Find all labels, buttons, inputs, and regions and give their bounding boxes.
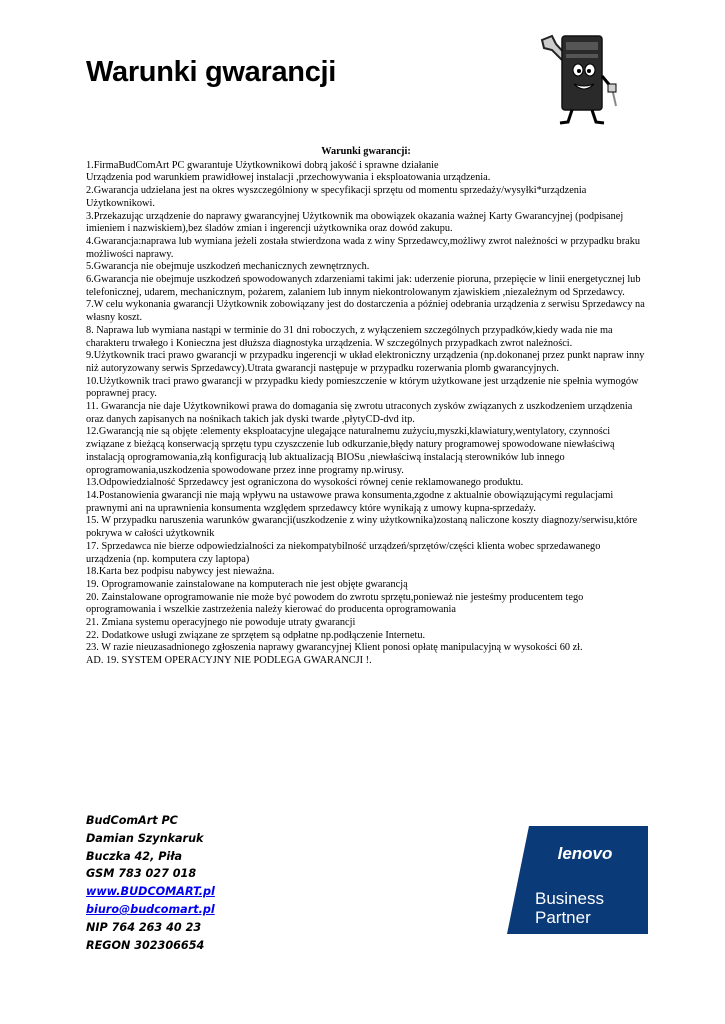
warranty-clause: 20. Zainstalowane oprogramowanie nie może być powodem do zwrotu sprzętu,ponieważ nie jesteśmy producentem tego oprogramowania i wszelkie zastrzeżenia należy kierować do producenta oprogramowania [86,591,584,616]
warranty-clause: 18.Karta bez podpisu nabywcy jest nieważna. [86,566,275,578]
warranty-clause: 3.Przekazując urządzenie do naprawy gwarancyjnej Użytkownik ma obowiązek okazania ważnej Karty Gwarancyjnej (podpisanej imieniem i nazwiskiem),bez śladów zmian i ingerencji użytkownika oraz dowód zakupu. [86,210,624,235]
warranty-clause: 5.Gwarancja nie obejmuje uszkodzeń mechanicznych zewnętrznych. [86,261,370,273]
pc-tower-mascot-icon [532,26,620,126]
warranty-clause: 15. W przypadku naruszenia warunków gwarancji(uszkodzenie z winy użytkownika)zostaną naliczone koszty diagnozy/serwisu,które pokrywa w całości użytkownik [86,515,638,540]
regon-number: REGON 302306654 [86,938,205,952]
email-link[interactable]: biuro@budcomart.pl [86,902,215,916]
contact-person: Damian Szynkaruk [86,831,204,845]
warranty-terms [86,146,646,668]
badge-brand: lenovo [557,844,613,863]
contact-block [86,812,215,954]
warranty-clause: 12.Gwarancją nie są objęte :elementy eksploatacyjne ulegające naturalnemu zużyciu,myszki,klawiatury,wentylatory, czynności związane z bieżącą konserwacją sprzętu typu czyszczenie lub odkurzanie,błędy natury programowej spowodowane niewłaściwą instalacją oprogramowania,złą konfiguracją lub aktualizacją BIOSu ,niewłaściwą instalacją sterowników lub innego oprogramowania,uszkodzenia spowodowane przez inne programy np.wirusy. [86,426,615,476]
company-name: BudComArt PC [86,814,178,827]
address: Buczka 42, Piła [86,849,183,863]
warranty-clause: 8. Naprawa lub wymiana nastąpi w terminie do 31 dni roboczych, z wyłączeniem szczególnych przypadków,kiedy wada nie ma charakteru trwałego i Konieczna jest dłuższa diagnostyka urządzenia. W szczególnych przypadkach zwrot należności. [86,324,613,349]
warranty-clause: 7.W celu wykonania gwarancji Użytkownik zobowiązany jest do dostarczenia a później odebrania urządzenia z serwisu Sprzedawcy na własny koszt. [86,299,645,324]
warranty-clause: Urządzenia pod warunkiem prawidłowej instalacji ,przechowywania i eksploatowania urządzenia. [86,172,491,184]
page-title: Warunki gwarancji [86,56,337,88]
warranty-clause: 10.Użytkownik traci prawo gwarancji w przypadku kiedy pomieszczenie w którym użytkowane jest urządzenie nie spełnia wymogów poprawnej pracy. [86,375,639,400]
lenovo-business-partner-logo [507,826,648,934]
badge-line-business: Business [535,889,604,908]
warranty-clause: 6.Gwarancja nie obejmuje uszkodzeń spowodowanych zdarzeniami takimi jak: uderzenie pioruna, przepięcie w linii energetycznej lub telefonicznej, udarem, mechanicznym, pożarem, zalaniem lub innym niekontrolowanym zjawiskiem ,niezależnym od Sprzedawcy. [86,274,641,298]
warranty-clause: 17. Sprzedawca nie bierze odpowiedzialności za niekompatybilność urządzeń/sprzętów/części klienta wobec sprzedawanego urządzenia (np. komputera czy laptopa) [86,540,601,565]
badge-line-partner: Partner [535,908,591,927]
warranty-clause: 1.FirmaBudComArt PC gwarantuje Użytkownikowi dobrą jakość i sprawne działanie [86,159,439,171]
operating-system-note: AD. 19. SYSTEM OPERACYJNY NIE PODLEGA GWARANCJI !. [86,655,372,667]
warranty-clause: 11. Gwarancja nie daje Użytkownikowi prawa do domagania się zwrotu utraconych zysków związanych z uszkodzeniem urządzenia oraz danych zapisanych na nośnikach takich jak dyski twarde ,płytyCD-dvd itp. [86,401,633,425]
warranty-clause: 4.Gwarancja:naprawa lub wymiana jeżeli została stwierdzona wada z winy Sprzedawcy,możliwy zwrot należności w przypadku braku możliwości naprawy. [86,235,641,260]
warranty-clause: 2.Gwarancja udzielana jest na okres wyszczególniony w specyfikacji sprzętu od momentu sprzedaży/wysyłki*urządzenia Użytkownikowi. [86,185,587,209]
warranty-clause: 21. Zmiana systemu operacyjnego nie powoduje utraty gwarancji [86,617,356,629]
warranty-clause: 19. Oprogramowanie zainstalowane na komputerach nie jest objęte gwarancją [86,578,408,590]
phone-number: GSM 783 027 018 [86,867,197,881]
nip-number: NIP 764 263 40 23 [86,920,202,934]
warranty-clause: 23. W razie nieuzasadnionego zgłoszenia naprawy gwarancyjnej Klient ponosi opłatę manipulacyjną w wysokości 60 zł. [86,642,583,654]
warranty-clause: 13.Odpowiedzialność Sprzedawcy jest ograniczona do wysokości równej cenie reklamowanego produktu. [86,477,524,489]
warranty-clause: 14.Postanowienia gwarancji nie mają wpływu na ustawowe prawa konsumenta,zgodne z aktualnie obowiązującymi regulacjami prawnymi ani na uprawnienia konsumenta względem sprzedawcy które wynikają z umowy kupna-sprzedaży. [86,489,614,514]
section-heading: Warunki gwarancji: [321,146,411,157]
website-link[interactable]: www.BUDCOMART.pl [86,885,215,899]
warranty-clause: 9.Użytkownik traci prawo gwarancji w przypadku ingerencji w układ elektroniczny urządzenia (np.dokonanej przez punkt napraw inny niż autoryzowany serwis Sprzedawcy).Utrata gwarancji następuje w przypadku rozerwania plomb gwarancyjnych. [86,350,645,374]
warranty-clause: 22. Dodatkowe usługi związane ze sprzętem są odpłatne np.podłączenie Internetu. [86,629,426,641]
